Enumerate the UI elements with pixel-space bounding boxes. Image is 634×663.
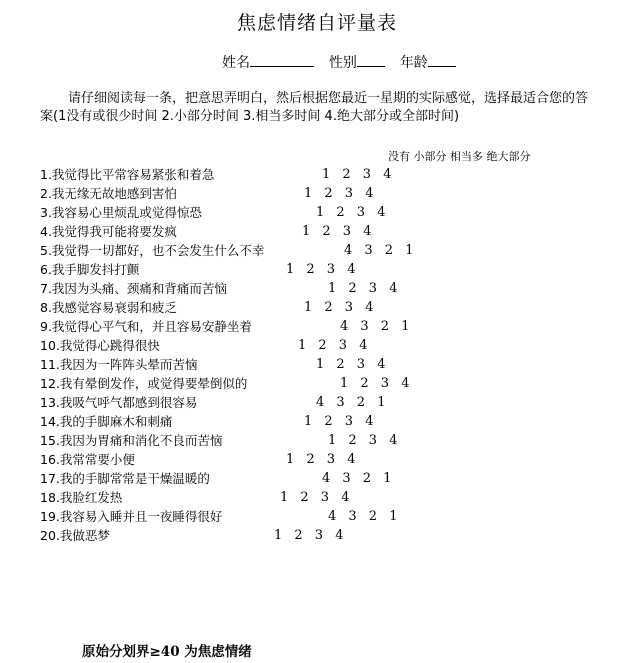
question-text: 11.我因为一阵阵头晕而苦恼 [40, 357, 198, 372]
name-field[interactable] [250, 52, 314, 67]
question-item [40, 469, 620, 488]
name-label: 姓名 [222, 55, 250, 71]
score-options[interactable]: 4 3 2 1 [340, 319, 410, 334]
question-item [40, 412, 620, 431]
score-options[interactable]: 1 2 3 4 [316, 357, 386, 372]
question-item [40, 279, 620, 298]
question-text: 7.我因为头痛、颈痛和背痛而苦恼 [40, 281, 227, 296]
question-text: 12.我有晕倒发作，或觉得要晕倒似的 [40, 376, 248, 391]
question-text: 1.我觉得比平常容易紧张和着急 [40, 167, 215, 182]
question-text: 8.我感觉容易衰弱和疲乏 [40, 300, 177, 315]
question-item [40, 222, 620, 241]
personal-info-line [222, 52, 456, 72]
score-options[interactable]: 1 2 3 4 [286, 452, 356, 467]
question-list [40, 165, 620, 545]
question-text: 3.我容易心里烦乱或觉得惊恐 [40, 205, 202, 220]
question-item [40, 526, 620, 545]
question-item [40, 488, 620, 507]
question-text: 14.我的手脚麻木和刺痛 [40, 414, 173, 429]
question-text: 5.我觉得一切都好，也不会发生什么不幸 [40, 243, 265, 258]
scoring-note: 原始分划界≥40 为焦虑情绪 [82, 644, 252, 660]
gender-field[interactable] [357, 52, 385, 67]
question-text: 16.我常常要小便 [40, 452, 135, 467]
question-text: 9.我觉得心平气和，并且容易安静坐着 [40, 319, 252, 334]
question-item [40, 298, 620, 317]
score-options[interactable]: 1 2 3 4 [304, 300, 374, 315]
instruction-paragraph: 请仔细阅读每一条，把意思弄明白，然后根据您最近一星期的实际感觉，选择最适合您的答案(1没有或很少时间 2.小部分时间 3.相当多时间 4.绝大部分或全部时间) [40, 91, 589, 124]
score-options[interactable]: 4 3 2 1 [322, 471, 392, 486]
question-item [40, 431, 620, 450]
gender-label: 性别 [328, 55, 357, 71]
score-options[interactable]: 1 2 3 4 [298, 338, 368, 353]
question-item [40, 450, 620, 469]
score-options[interactable]: 4 3 2 1 [344, 243, 414, 258]
score-options[interactable]: 1 2 3 4 [280, 490, 350, 505]
question-item [40, 355, 620, 374]
question-text: 18.我脸红发热 [40, 490, 123, 505]
question-text: 2.我无缘无故地感到害怕 [40, 186, 177, 201]
question-item [40, 203, 620, 222]
age-field[interactable] [428, 52, 456, 67]
question-text: 17.我的手脚常常是干燥温暖的 [40, 471, 210, 486]
question-text: 15.我因为胃痛和消化不良而苦恼 [40, 433, 223, 448]
score-options[interactable]: 1 2 3 4 [302, 224, 372, 239]
question-item [40, 260, 620, 279]
score-options[interactable]: 1 2 3 4 [316, 205, 386, 220]
question-item [40, 241, 620, 260]
question-item [40, 336, 620, 355]
question-text: 4.我觉得我可能将要发疯 [40, 224, 177, 239]
question-text: 6.我手脚发抖打颤 [40, 262, 140, 277]
question-item [40, 165, 620, 184]
score-options[interactable]: 4 3 2 1 [328, 509, 398, 524]
score-options[interactable]: 1 2 3 4 [286, 262, 356, 277]
age-label: 年龄 [399, 55, 428, 71]
score-options[interactable]: 1 2 3 4 [328, 433, 398, 448]
score-options[interactable]: 1 2 3 4 [274, 528, 344, 543]
question-item [40, 317, 620, 336]
score-options[interactable]: 4 3 2 1 [316, 395, 386, 410]
question-item [40, 393, 620, 412]
question-item [40, 507, 620, 526]
question-text: 13.我吸气呼气都感到很容易 [40, 395, 198, 410]
score-options[interactable]: 1 2 3 4 [328, 281, 398, 296]
question-text: 20.我做恶梦 [40, 528, 110, 543]
scale-header: 没有 小部分 相当多 绝大部分 [388, 150, 531, 163]
question-text: 19.我容易入睡并且一夜睡得很好 [40, 509, 223, 524]
score-options[interactable]: 1 2 3 4 [304, 414, 374, 429]
question-item [40, 374, 620, 393]
score-options[interactable]: 1 2 3 4 [304, 186, 374, 201]
question-text: 10.我觉得心跳得很快 [40, 338, 160, 353]
page-title: 焦虑情绪自评量表 [236, 12, 397, 34]
question-item [40, 184, 620, 203]
score-options[interactable]: 1 2 3 4 [322, 167, 392, 182]
score-options[interactable]: 1 2 3 4 [340, 376, 410, 391]
